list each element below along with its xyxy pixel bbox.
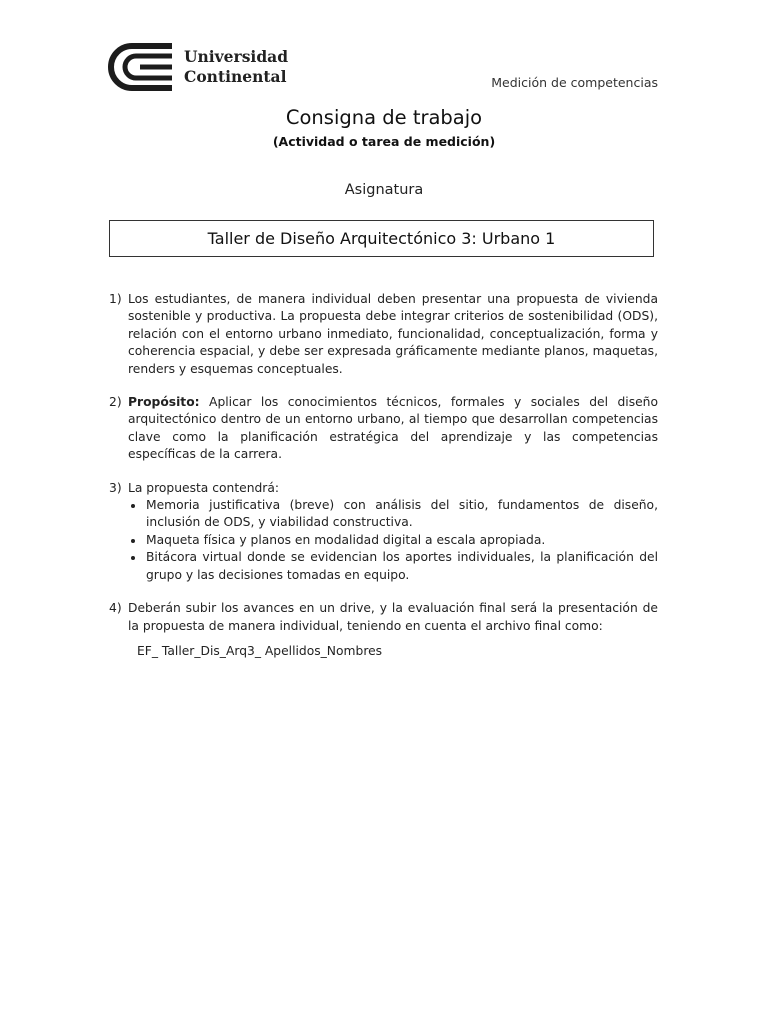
- purpose-label: Propósito:: [128, 395, 200, 410]
- bullet-item: Maqueta física y planos en modalidad digital a escala apropiada.: [128, 532, 658, 549]
- logo-text: [184, 47, 288, 87]
- bullet-list: [128, 497, 658, 584]
- item-text: [128, 394, 658, 464]
- logo-line-1: Universidad: [184, 47, 289, 66]
- item-text: Deberán subir los avances en un drive, y la evaluación final será la presentación de la propuesta de manera individual, teniendo en cuenta el archivo final como:: [128, 601, 658, 633]
- university-logo: [108, 42, 288, 92]
- asignatura-label: Asignatura: [344, 182, 424, 198]
- item-number: 4): [109, 601, 122, 616]
- item-number: 1): [109, 292, 122, 306]
- header-caption: Medición de competencias: [491, 75, 658, 90]
- bullet-item: Memoria justificativa (breve) con análisis del sitio, fundamentos de diseño, inclusión de ODS, y viabilidad constructiva.: [128, 497, 658, 532]
- item-number: 2): [109, 395, 122, 410]
- course-name-box: [109, 220, 654, 257]
- bullet-item: Bitácora virtual donde se evidencian los aportes individuales, la planificación del grupo y las decisiones tomadas en equipo.: [128, 549, 658, 584]
- purpose-text: Aplicar los conocimientos técnicos, formales y sociales del diseño arquitectónico dentro de un entorno urbano, al tiempo que desarrollan competencias clave como la planificación estratégica del aprendizaje y las competencias específicas de la carrera.: [128, 395, 658, 462]
- list-item: [109, 291, 658, 378]
- list-item: [109, 600, 658, 635]
- continental-logo-icon: [108, 42, 174, 92]
- list-item: [109, 394, 658, 464]
- item-number: 3): [109, 480, 122, 495]
- item-text: Los estudiantes, de manera individual deben presentar una propuesta de vivienda sostenible y productiva. La propuesta debe integrar criterios de sostenibilidad (ODS), relación con el entorno urbano inmediato, funcionalidad, conceptualización, forma y coherencia espacial, y debe ser expresada gráficamente mediante planos, maquetas, renders y esquemas conceptuales.: [128, 292, 658, 376]
- course-name: Taller de Diseño Arquitectónico 3: Urbano 1: [207, 229, 556, 248]
- page-title: Consigna de trabajo: [285, 106, 483, 129]
- list-item: [109, 480, 658, 584]
- logo-line-2: Continental: [184, 67, 287, 86]
- item-text: La propuesta contendrá:: [128, 480, 280, 495]
- filename-format: EF_ Taller_Dis_Arq3_ Apellidos_Nombres: [137, 643, 383, 658]
- page-subtitle: (Actividad o tarea de medición): [272, 134, 496, 149]
- instructions-list: [109, 291, 658, 660]
